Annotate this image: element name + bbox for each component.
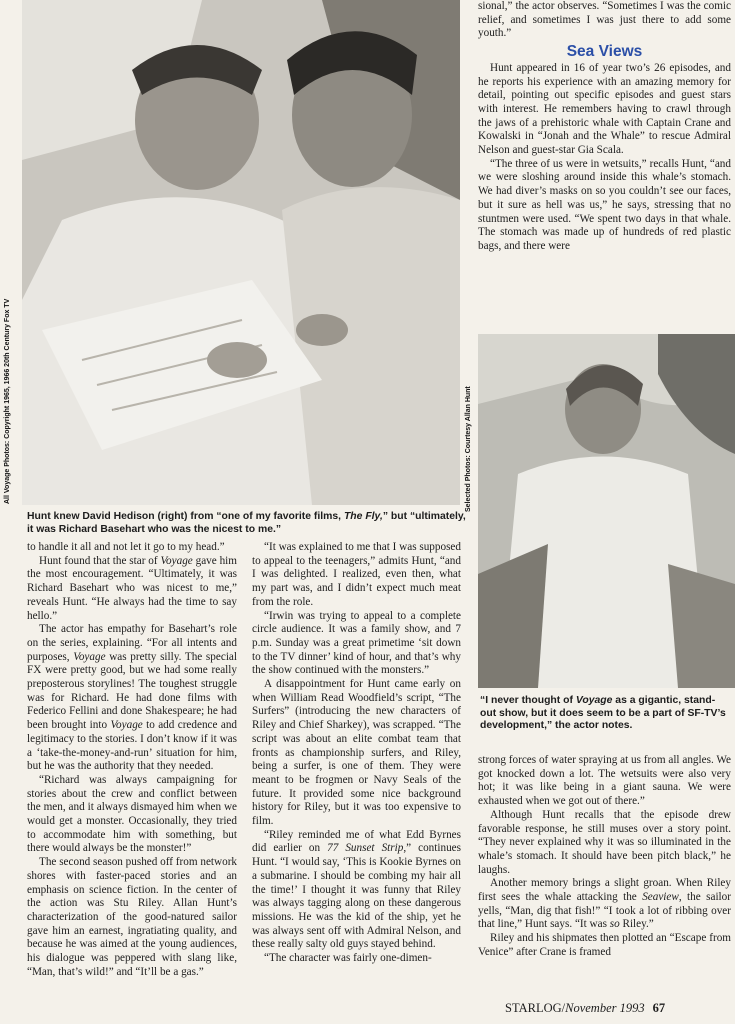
paragraph: Hunt appeared in 16 of year two’s 26 episodes, and he reports his experience with an amazing memory for detail, pointing out specific episodes and guest stars with interest. He remembers having to crawl through the jaws of a prehistoric whale with Captain Crane and Kowalski in “Jonah and the Whale” to rescue Admiral Nelson and guest-star Gia Scala. <box>478 61 731 157</box>
paragraph: Riley and his shipmates then plotted an “Escape from Venice” after Crane is framed <box>478 932 731 958</box>
paragraph: to handle it all and not let it go to my head.” <box>27 541 225 553</box>
issue-date: November 1993 <box>565 1001 645 1015</box>
paragraph: A disappointment for Hunt came early on when William Read Woodfield’s script, “The Surfers” (introducing the new characters of Riley and Chief Sharkey), was scrapped. “The script was about an elite combat team that fronts as championship surfers, and Riley, being a surfer, is one of them. They were meant to be frogmen or Navy Seals of the future. It provided some nice background history for Riley, but it was too expensive to film. <box>252 678 461 828</box>
paragraph: “Riley reminded me of what Edd Byrnes did earlier on 77 Sunset Strip,” continues Hunt. “I would say, ‘This is Kookie Byrnes on a submarine. I should be combing my hair all the time!’ I thought it was funny that Riley was always tagging along on these dangerous missions. He was the kid of the ship, yet he was always sent off with Admiral Nelson, and these really salty old guys stayed behind. <box>252 828 461 951</box>
photo-caption-side: “I never thought of Voyage as a gigantic, stand-out show, but it does seem to be a part of SF-TV’s development,” the actor notes. <box>480 695 726 731</box>
paragraph: “Irwin was trying to appeal to a complete circle audience. It was a family show, and 7 p.m. Sunday was a great primetime ‘sit down to the TV dinner’ kind of hour, and that’s why the show continued with the monsters.” <box>252 609 461 677</box>
paragraph: “The three of us were in wetsuits,” recalls Hunt, “and we were sloshing around inside this whale’s stomach. We had diver’s masks on so you couldn’t see our faces, but it sure as hell was us,” he says, stressing that no stuntmen were used. “We spent two days in that whale. The stomach was made up of hundreds of red plastic bags, and there were <box>478 157 731 252</box>
section-heading: Sea Views <box>566 43 643 61</box>
paragraph: Hunt found that the star of Voyage gave him the most encouragement. “Ultimately, it was Richard Basehart who was nicest to me,” reveals Hunt. “He always had the time to say hello.” <box>27 554 237 622</box>
paragraph: “Richard was always campaigning for stories about the crew and conflict between the men, and it always dismayed him when we would get a monster. Occasionally, they tried to accommodate him with something, but there would always be the monster!” <box>27 773 237 855</box>
photo-credit-side: Selected Photos: Courtesy Allan Hunt <box>465 386 472 512</box>
paragraph: “It was explained to me that I was supposed to appeal to the teenagers,” admits Hunt, “and I was delighted. I realized, even then, what my part was, and I didn’t expect much meat from the role. <box>252 541 461 608</box>
magazine-name: STARLOG <box>505 1001 562 1015</box>
paragraph: The actor has empathy for Basehart’s role on the series, explaining. “For all intents and purposes, Voyage was pretty silly. The special FX were pretty good, but we had some really preposterous storylines! The toughest struggle was for Richard. He had done films with Federico Fellini and done Shakespeare; he had been brought into Voyage to add credence and legitimacy to the stories. I don’t know if it was a ‘take-the-money-and-run’ situation for him, but he was the authority that they needed. <box>27 623 238 773</box>
photo-illustration-side <box>478 334 735 688</box>
paragraph: sional,” the actor observes. “Sometimes I was the comic relief, and sometimes I was just there to add some youth.” <box>478 0 731 40</box>
paragraph: “The character was fairly one-dimen- <box>264 952 432 965</box>
photo-hunt-hedison-basehart <box>22 0 460 505</box>
photo-credit-main: All Voyage Photos: Copyright 1965, 1966 20th Century Fox TV <box>4 298 11 504</box>
article-column-1 <box>27 541 237 980</box>
article-column-3-top <box>478 0 731 254</box>
paragraph: strong forces of water spraying at us from all angles. We got knocked down a lot. The wetsuits were also very hot; it was like being in a giant sauna. We were exhausted when we got out of there.” <box>478 754 731 808</box>
page-number: 67 <box>652 1001 666 1015</box>
photo-allan-hunt <box>478 334 735 688</box>
paragraph: The second season pushed off from network shores with faster-paced stories and an emphasis on science fiction. In the center of the action was Stu Riley. Allan Hunt’s characterization of the good-natured sailor gave him an earnest, ingratiating quality, and because he was aimed at the young audiences, his dialogue was peppered with slang like, “Man, that’s wild!” and “It’ll be a gas.” <box>27 856 238 978</box>
paragraph: Although Hunt recalls that the episode drew favorable response, he still muses over a story point. “They never explained why it was so illuminated in the whale’s stomach. It should have been pitch black,” he laughs. <box>478 808 731 876</box>
page-footer <box>505 1001 665 1016</box>
article-column-2 <box>252 541 461 966</box>
photo-caption-main: Hunt knew David Hedison (right) from “one of my favorite films, The Fly,” but “ultimately, it was Richard Basehart who was the nicest to me.” <box>27 511 466 535</box>
paragraph: Another memory brings a slight groan. When Riley first sees the whale attacking the Seaview, the sailor yells, “Man, dig that fish!” “I took a lot of ribbing over that line,” Hunt says. “It was so Riley.” <box>478 877 731 931</box>
footer-separator: / <box>561 1001 566 1015</box>
photo-illustration <box>22 0 460 505</box>
article-column-3-bottom <box>478 754 731 960</box>
